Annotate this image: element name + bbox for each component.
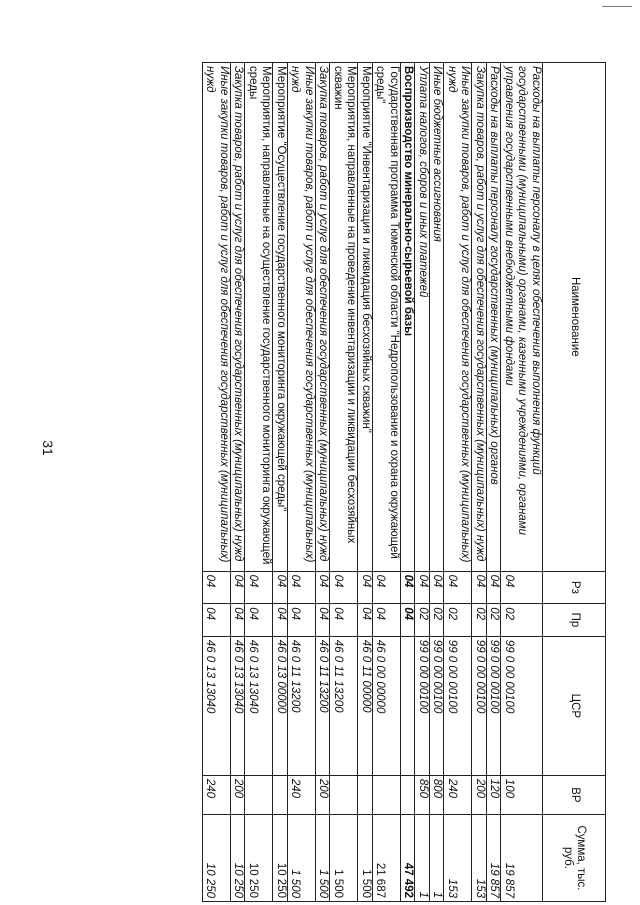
row-sum: 1 bbox=[430, 815, 445, 902]
row-vr: 240 bbox=[288, 775, 316, 814]
row-pr: 02 bbox=[415, 604, 430, 637]
row-rz: 04 bbox=[203, 571, 231, 604]
table-row bbox=[273, 63, 288, 902]
row-vr: 200 bbox=[316, 775, 331, 814]
table-header-row bbox=[543, 63, 606, 902]
row-vr bbox=[273, 775, 288, 814]
table-row bbox=[487, 63, 502, 902]
table-row bbox=[288, 63, 316, 902]
row-rz: 04 bbox=[415, 571, 430, 604]
table-row bbox=[316, 63, 331, 902]
row-name: Уплата налогов, сборов и иных платежей bbox=[415, 63, 430, 572]
row-name: Государственная программа Тюменской области "Недропользование и охрана окружающей среды" bbox=[373, 63, 401, 572]
row-csr bbox=[401, 636, 416, 775]
row-csr: 46 0 13 13040 bbox=[231, 636, 246, 775]
table-row bbox=[203, 63, 231, 902]
row-sum: 1 bbox=[415, 815, 430, 902]
row-pr: 02 bbox=[430, 604, 445, 637]
row-name: Воспроизводство минерально-сырьевой базы bbox=[401, 63, 416, 572]
row-pr: 02 bbox=[487, 604, 502, 637]
row-csr: 46 0 11 00000 bbox=[358, 636, 373, 775]
row-rz: 04 bbox=[231, 571, 246, 604]
row-csr: 99 0 00 00100 bbox=[444, 636, 472, 775]
row-vr bbox=[358, 775, 373, 814]
row-pr: 04 bbox=[203, 604, 231, 637]
row-rz: 04 bbox=[472, 571, 487, 604]
row-vr bbox=[330, 775, 358, 814]
budget-table bbox=[202, 62, 606, 902]
row-rz: 04 bbox=[358, 571, 373, 604]
row-csr: 99 0 00 00100 bbox=[415, 636, 430, 775]
row-csr: 46 0 13 00000 bbox=[273, 636, 288, 775]
row-csr: 99 0 00 00100 bbox=[430, 636, 445, 775]
table-row bbox=[444, 63, 472, 902]
row-csr: 46 0 13 13040 bbox=[245, 636, 273, 775]
row-pr: 02 bbox=[472, 604, 487, 637]
table-row bbox=[501, 63, 543, 902]
row-rz: 04 bbox=[330, 571, 358, 604]
row-sum: 1 500 bbox=[288, 815, 316, 902]
row-vr bbox=[373, 775, 401, 814]
row-csr: 46 0 13 13040 bbox=[203, 636, 231, 775]
row-sum: 10 250 bbox=[203, 815, 231, 902]
header-sum: Сумма, тыс. руб. bbox=[543, 815, 606, 902]
row-vr: 240 bbox=[444, 775, 472, 814]
row-pr: 02 bbox=[444, 604, 472, 637]
row-sum: 153 bbox=[444, 815, 472, 902]
row-vr: 100 bbox=[501, 775, 543, 814]
row-name: Мероприятия, направленные на проведение инвентаризации и ликвидации бесхозяйных скважин bbox=[330, 63, 358, 572]
row-sum: 19 857 bbox=[501, 815, 543, 902]
header-name: Наименование bbox=[543, 63, 606, 572]
row-pr: 04 bbox=[330, 604, 358, 637]
table-row bbox=[231, 63, 246, 902]
row-vr: 800 bbox=[430, 775, 445, 814]
page-number: 31 bbox=[39, 440, 56, 456]
row-sum: 19 857 bbox=[487, 815, 502, 902]
row-vr: 200 bbox=[231, 775, 246, 814]
rotated-page-content bbox=[104, 62, 606, 902]
row-name: Закупка товаров, работ и услуг для обеспечения государственных (муниципальных) нужд bbox=[316, 63, 331, 572]
header-pr: Пр bbox=[543, 604, 606, 637]
row-sum: 1 500 bbox=[358, 815, 373, 902]
row-name: Закупка товаров, работ и услуг для обеспечения государственных (муниципальных) нужд bbox=[231, 63, 246, 572]
row-name: Расходы на выплаты персоналу в целях обеспечения выполнения функций государственными (муниципальными) органами, казенными учреждениями, органами управления государственными внебюджетными фондами bbox=[501, 63, 543, 572]
row-vr bbox=[401, 775, 416, 814]
row-pr: 04 bbox=[373, 604, 401, 637]
row-pr: 04 bbox=[358, 604, 373, 637]
row-vr: 200 bbox=[472, 775, 487, 814]
row-rz: 04 bbox=[444, 571, 472, 604]
table-row bbox=[373, 63, 401, 902]
row-rz: 04 bbox=[401, 571, 416, 604]
row-sum: 10 250 bbox=[273, 815, 288, 902]
row-vr: 850 bbox=[415, 775, 430, 814]
row-vr bbox=[245, 775, 273, 814]
row-pr: 04 bbox=[273, 604, 288, 637]
row-rz: 04 bbox=[288, 571, 316, 604]
row-csr: 46 0 11 13200 bbox=[330, 636, 358, 775]
row-csr: 99 0 00 00100 bbox=[472, 636, 487, 775]
row-sum: 10 250 bbox=[245, 815, 273, 902]
row-rz: 04 bbox=[245, 571, 273, 604]
table-row bbox=[358, 63, 373, 902]
row-name: Мероприятия, направленные на осуществление государственного мониторинга окружающей среды bbox=[245, 63, 273, 572]
top-edge-mark bbox=[602, 6, 632, 7]
row-sum: 21 687 bbox=[373, 815, 401, 902]
row-name: Иные закупки товаров, работ и услуг для обеспечения государственных (муниципальных) нужд bbox=[288, 63, 316, 572]
row-vr: 120 bbox=[487, 775, 502, 814]
row-name: Мероприятие "Осуществление государственного мониторинга окружающей среды" bbox=[273, 63, 288, 572]
row-rz: 04 bbox=[273, 571, 288, 604]
row-rz: 04 bbox=[430, 571, 445, 604]
table-row bbox=[330, 63, 358, 902]
row-pr: 02 bbox=[501, 604, 543, 637]
row-sum: 153 bbox=[472, 815, 487, 902]
row-sum: 47 492 bbox=[401, 815, 416, 902]
row-name: Иные закупки товаров, работ и услуг для обеспечения государственных (муниципальных) нужд bbox=[203, 63, 231, 572]
row-rz: 04 bbox=[316, 571, 331, 604]
row-rz: 04 bbox=[501, 571, 543, 604]
row-csr: 46 0 00 00000 bbox=[373, 636, 401, 775]
row-name: Закупка товаров, работ и услуг для обеспечения государственных (муниципальных) нужд bbox=[472, 63, 487, 572]
row-pr: 04 bbox=[245, 604, 273, 637]
header-rz: Рз bbox=[543, 571, 606, 604]
table-row bbox=[430, 63, 445, 902]
row-name: Иные бюджетные ассигнования bbox=[430, 63, 445, 572]
row-pr: 04 bbox=[288, 604, 316, 637]
table-body bbox=[203, 63, 543, 902]
row-pr: 04 bbox=[231, 604, 246, 637]
header-vr: ВР bbox=[543, 775, 606, 814]
row-vr: 240 bbox=[203, 775, 231, 814]
row-csr: 46 0 11 13200 bbox=[288, 636, 316, 775]
row-sum: 1 500 bbox=[316, 815, 331, 902]
row-name: Иные закупки товаров, работ и услуг для обеспечения государственных (муниципальных) нужд bbox=[444, 63, 472, 572]
row-sum: 10 250 bbox=[231, 815, 246, 902]
row-csr: 46 0 11 13200 bbox=[316, 636, 331, 775]
row-csr: 99 0 00 00100 bbox=[487, 636, 502, 775]
row-rz: 04 bbox=[487, 571, 502, 604]
row-name: Расходы на выплаты персоналу государственных (муниципальных) органов bbox=[487, 63, 502, 572]
row-sum: 1 500 bbox=[330, 815, 358, 902]
table-row bbox=[472, 63, 487, 902]
header-csr: ЦСР bbox=[543, 636, 606, 775]
row-pr: 04 bbox=[316, 604, 331, 637]
table-row bbox=[415, 63, 430, 902]
table-row bbox=[245, 63, 273, 902]
row-rz: 04 bbox=[373, 571, 401, 604]
table-row bbox=[401, 63, 416, 902]
row-pr: 04 bbox=[401, 604, 416, 637]
row-name: Мероприятие "Инвентаризация и ликвидация бесхозяйных скважин" bbox=[358, 63, 373, 572]
row-csr: 99 0 00 00100 bbox=[501, 636, 543, 775]
